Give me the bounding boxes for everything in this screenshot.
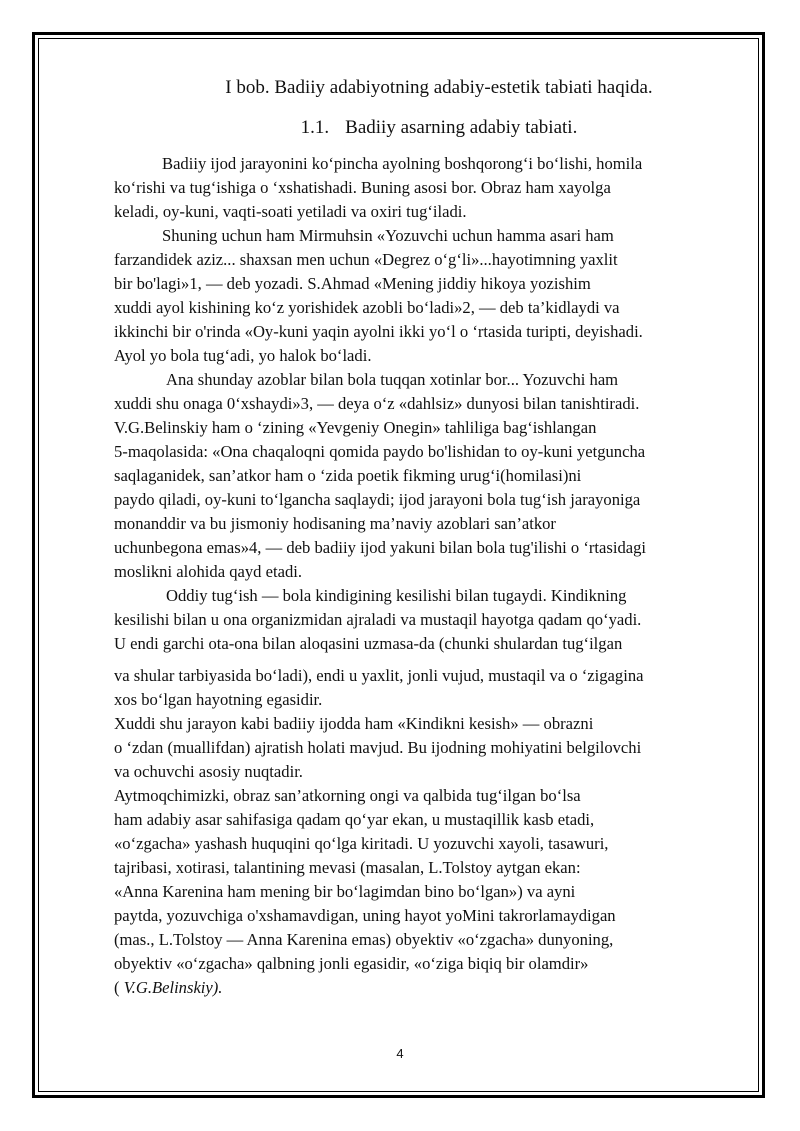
- text-line: Xuddi shu jarayon kabi badiiy ijodda ham «Kindikni kesish» — obrazni: [114, 714, 594, 733]
- text-line: kesilishi bilan u ona organizmidan ajraladi va mustaqil hayotga qadam qo‘yadi.: [114, 610, 642, 629]
- text-line: uchunbegona emas»4, — deb badiiy ijod yakuni bilan bola tug'ilishi o ‘rtasidagi: [114, 538, 647, 557]
- citation-author: V.G.Belinskiy).: [123, 978, 223, 997]
- text-line: U endi garchi ota-ona bilan aloqasini uzmasa-da (chunki shulardan tug‘ilgan: [114, 634, 623, 653]
- text-line: paydo qiladi, oy-kuni to‘lgancha saqlaydi; ijod jarayoni bola tug‘ish jarayoniga: [114, 490, 641, 509]
- text-line: tajribasi, xotirasi, talantining mevasi (masalan, L.Tolstoy aytgan ekan:: [114, 858, 581, 877]
- text-line: o ‘zdan (muallifdan) ajratish holati mavjud. Bu ijodning mohiyatini belgilovchi: [114, 738, 642, 757]
- text-line: bir bo'lagi»1, — deb yozadi. S.Ahmad «Mening jiddiy hikoya yozishim: [114, 274, 591, 293]
- chapter-title: I bob. Badiiy adabiyotning adabiy-estetik tabiati haqida.: [225, 77, 653, 98]
- text-line: va shular tarbiyasida bo‘ladi), endi u yaxlit, jonli vujud, mustaqil va o ‘zigagina: [114, 666, 644, 685]
- text-line: saqlaganidek, san’atkor ham o ‘zida poetik fikming urug‘i(homilasi)ni: [114, 466, 582, 485]
- page-number: 4: [396, 1046, 404, 1061]
- text-line: 5-maqolasida: «Ona chaqaloqni qomida paydo bo'lishidan to oy-kuni yetguncha: [114, 442, 646, 461]
- text-line: va ochuvchi asosiy nuqtadir.: [114, 762, 303, 781]
- text-line: xuddi shu onaga 0‘xshaydi»3, — deya o‘z «dahlsiz» dunyosi bilan tanishtiradi.: [114, 394, 640, 413]
- document-body: [114, 76, 724, 1000]
- text-line: paytda, yozuvchiga o'xshamavdigan, uning hayot yoMini takrorlamaydigan: [114, 906, 616, 925]
- section-number: 1.1.: [300, 117, 330, 138]
- text-line: Ayol yo bola tug‘adi, yo halok bo‘ladi.: [114, 346, 372, 365]
- text-line: ko‘rishi va tug‘ishiga o ‘xshatishadi. Buning asosi bor. Obraz ham xayolga: [114, 178, 611, 197]
- text-line: V.G.Belinskiy ham o ‘zining «Yevgeniy Onegin» tahliliga bag‘ishlangan: [114, 418, 597, 437]
- text-line: Oddiy tug‘ish — bola kindigining kesilishi bilan tugaydi. Kindikning: [166, 586, 627, 605]
- text-line: Aytmoqchimizki, obraz san’atkorning ongi va qalbida tug‘ilgan bo‘lsa: [114, 786, 581, 805]
- text-line: xos bo‘lgan hayotning egasidir.: [114, 690, 323, 709]
- text-line: obyektiv «o‘zgacha» qalbning jonli egasidir, «o‘ziga biqiq bir olamdir»: [114, 954, 589, 973]
- text-line: Shuning uchun ham Mirmuhsin «Yozuvchi uchun hamma asari ham: [162, 226, 614, 245]
- text-line: monanddir va bu jismoniy hodisaning ma’naviy azoblari san’atkor: [114, 514, 556, 533]
- text-line: Badiiy ijod jarayonini ko‘pincha ayolning boshqorong‘i bo‘lishi, homila: [162, 154, 643, 173]
- text-line: xuddi ayol kishining ko‘z yorishidek azobli bo‘ladi»2, — deb ta’kidlaydi va: [114, 298, 620, 317]
- text-line: ham adabiy asar sahifasiga qadam qo‘yar ekan, u mustaqillik kasb etadi,: [114, 810, 595, 829]
- text-line: ikkinchi bir o'rinda «Oy-kuni yaqin ayolni ikki yo‘l o ‘rtasida turipti, deyishadi.: [114, 322, 643, 341]
- citation-line: [114, 976, 724, 1000]
- text-line: Ana shunday azoblar bilan bola tuqqan xotinlar bor... Yozuvchi ham: [166, 370, 619, 389]
- section-title-text: Badiiy asarning adabiy tabiati.: [345, 117, 578, 138]
- paragraph-group-1: [114, 152, 724, 656]
- text-line: farzandidek aziz... shaxsan men uchun «Degrez o‘g‘li»...hayotimning yaxlit: [114, 250, 618, 269]
- text-line: keladi, oy-kuni, vaqti-soati yetiladi va oxiri tug‘iladi.: [114, 202, 467, 221]
- text-line: moslikni alohida qayd etadi.: [114, 562, 303, 581]
- section-title: [114, 116, 724, 140]
- citation-open: (: [114, 978, 124, 997]
- paragraph-group-2: [114, 664, 724, 1000]
- text-line: «o‘zgacha» yashash huquqini qo‘lga kiritadi. U yozuvchi xayoli, tasawuri,: [114, 834, 609, 853]
- text-line: (mas., L.Tolstoy — Anna Karenina emas) obyektiv «o‘zgacha» dunyoning,: [114, 930, 614, 949]
- text-line: «Anna Karenina ham mening bir bo‘lagimdan bino bo‘lgan») va ayni: [114, 882, 576, 901]
